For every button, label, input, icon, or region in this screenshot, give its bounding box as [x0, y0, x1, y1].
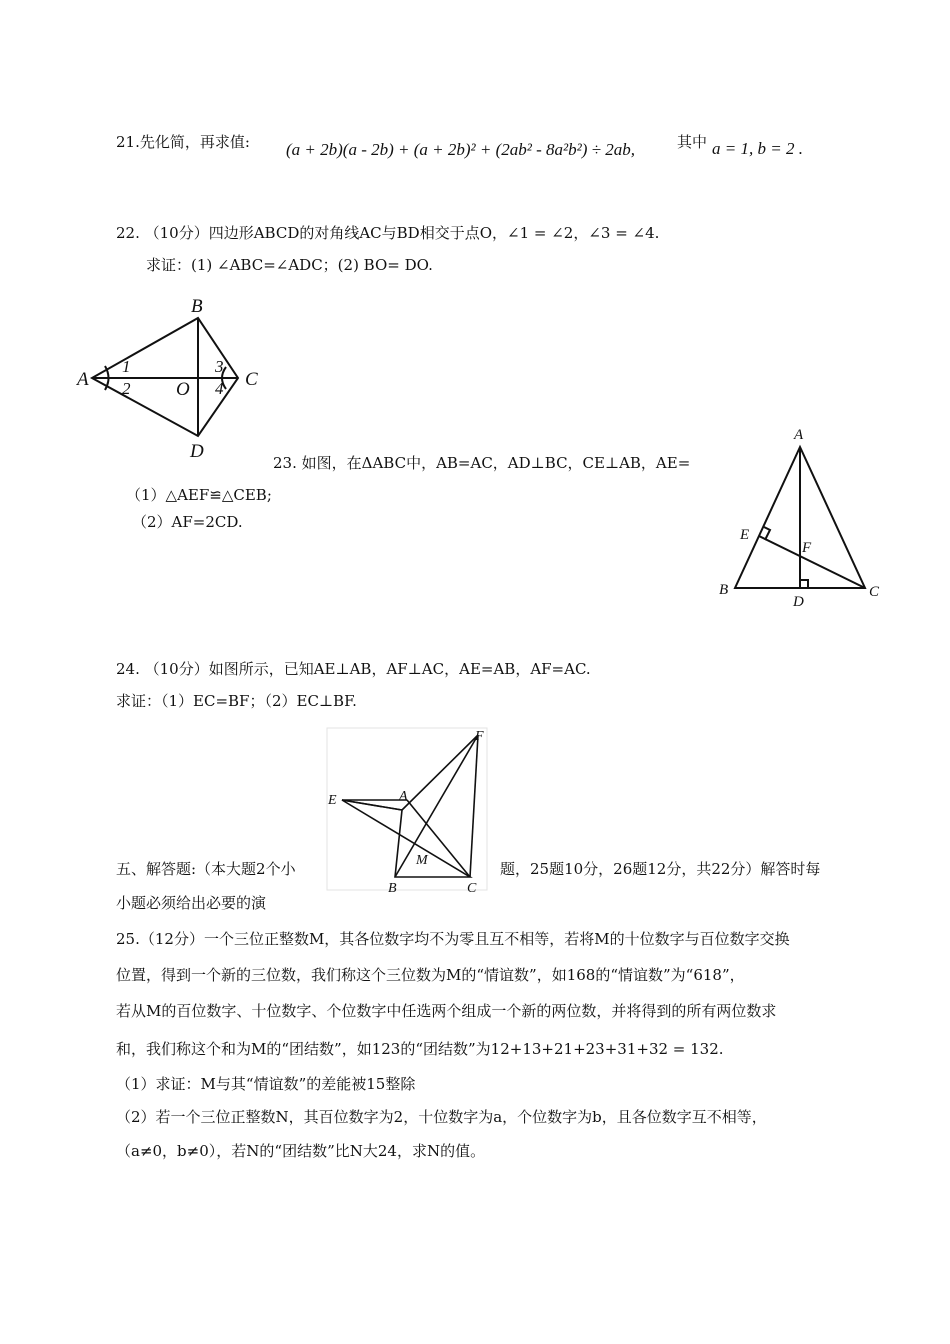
- q22-label-b: B: [191, 296, 203, 317]
- q24-prove: 求证：（1）EC=BF；（2）EC⊥BF.: [116, 692, 357, 710]
- q23-label-b: B: [719, 582, 729, 598]
- q22-figure: [70, 290, 270, 460]
- q22-label-c: C: [245, 369, 258, 390]
- q23-label-d: D: [793, 594, 804, 610]
- q25-line-3: 若从M的百位数字、十位数字、个位数字中任选两个组成一个新的两位数，并将得到的所有两位数求: [116, 1002, 777, 1020]
- q23-label-a: A: [794, 427, 804, 443]
- q23-label-c: C: [869, 584, 880, 600]
- q24-label-m: M: [416, 853, 428, 868]
- section5-heading-right: 题，25题10分，26题12分，共22分）解答时每: [500, 860, 821, 878]
- q25-line-1: 25.（12分）一个三位正整数M，其各位数字均不为零且互不相等，若将M的十位数字与百位数字交换: [116, 930, 790, 948]
- section5-heading-left: 五、解答题:（本大题2个小: [116, 860, 296, 878]
- q23-label-e: E: [740, 527, 750, 543]
- q22-label-o: O: [176, 379, 190, 400]
- q23-text: 23. 如图，在ΔABC中，AB=AC，AD⊥BC，CE⊥AB，AE=: [273, 454, 691, 472]
- q25-line-2: 位置，得到一个新的三位数，我们称这个三位数为M的“情谊数”，如168的“情谊数”为“618”，: [116, 966, 745, 984]
- section5-heading-line2: 小题必须给出必要的演: [116, 894, 267, 912]
- q23-part1: （1）△AEF≌△CEB;: [126, 486, 272, 504]
- q22-angle-2: 2: [122, 379, 131, 398]
- q24-label-f: F: [475, 729, 484, 744]
- q24-label-a: A: [399, 789, 408, 804]
- q25-part3: （a≠0，b≠0），若N的“团结数”比N大24，求N的值。: [116, 1142, 486, 1160]
- q22-label-a: A: [77, 369, 89, 390]
- q24-figure: [320, 725, 495, 895]
- q23-part2: （2）AF=2CD.: [132, 513, 243, 531]
- q22-prove: 求证：(1) ∠ABC=∠ADC；(2) BO= DO.: [146, 256, 433, 274]
- q24-label-c: C: [467, 881, 477, 896]
- q21-values: a = 1, b = 2 .: [712, 139, 803, 158]
- q22-text: 22. （10分）四边形ABCD的对角线AC与BD相交于点O，∠1 = ∠2，∠3 = ∠4.: [116, 224, 660, 242]
- q24-text: 24. （10分）如图所示，已知AE⊥AB，AF⊥AC，AE=AB，AF=AC.: [116, 660, 591, 678]
- q22-angle-4: 4: [215, 379, 224, 398]
- q21-label: 21.先化简，再求值:: [116, 133, 250, 151]
- q22-angle-3: 3: [215, 357, 224, 376]
- q24-label-e: E: [328, 793, 337, 808]
- q25-line-4: 和，我们称这个和为M的“团结数”，如123的“团结数”为12+13+21+23+31+32 = 132.: [116, 1040, 724, 1058]
- q25-part2: （2）若一个三位正整数N，其百位数字为2，十位数字为a，个位数字为b，且各位数字互不相等，: [116, 1108, 767, 1126]
- q21-expression: (a + 2b)(a - 2b) + (a + 2b)² + (2ab² - 8a²b²) ÷ 2ab,: [286, 140, 635, 159]
- q24-label-b: B: [388, 881, 397, 896]
- q23-figure: [715, 420, 895, 610]
- q22-label-d: D: [190, 441, 204, 462]
- q25-part1: （1）求证：M与其“情谊数”的差能被15整除: [116, 1075, 416, 1093]
- q22-angle-1: 1: [122, 357, 131, 376]
- q21-where: 其中: [677, 133, 708, 151]
- q23-label-f: F: [802, 540, 812, 556]
